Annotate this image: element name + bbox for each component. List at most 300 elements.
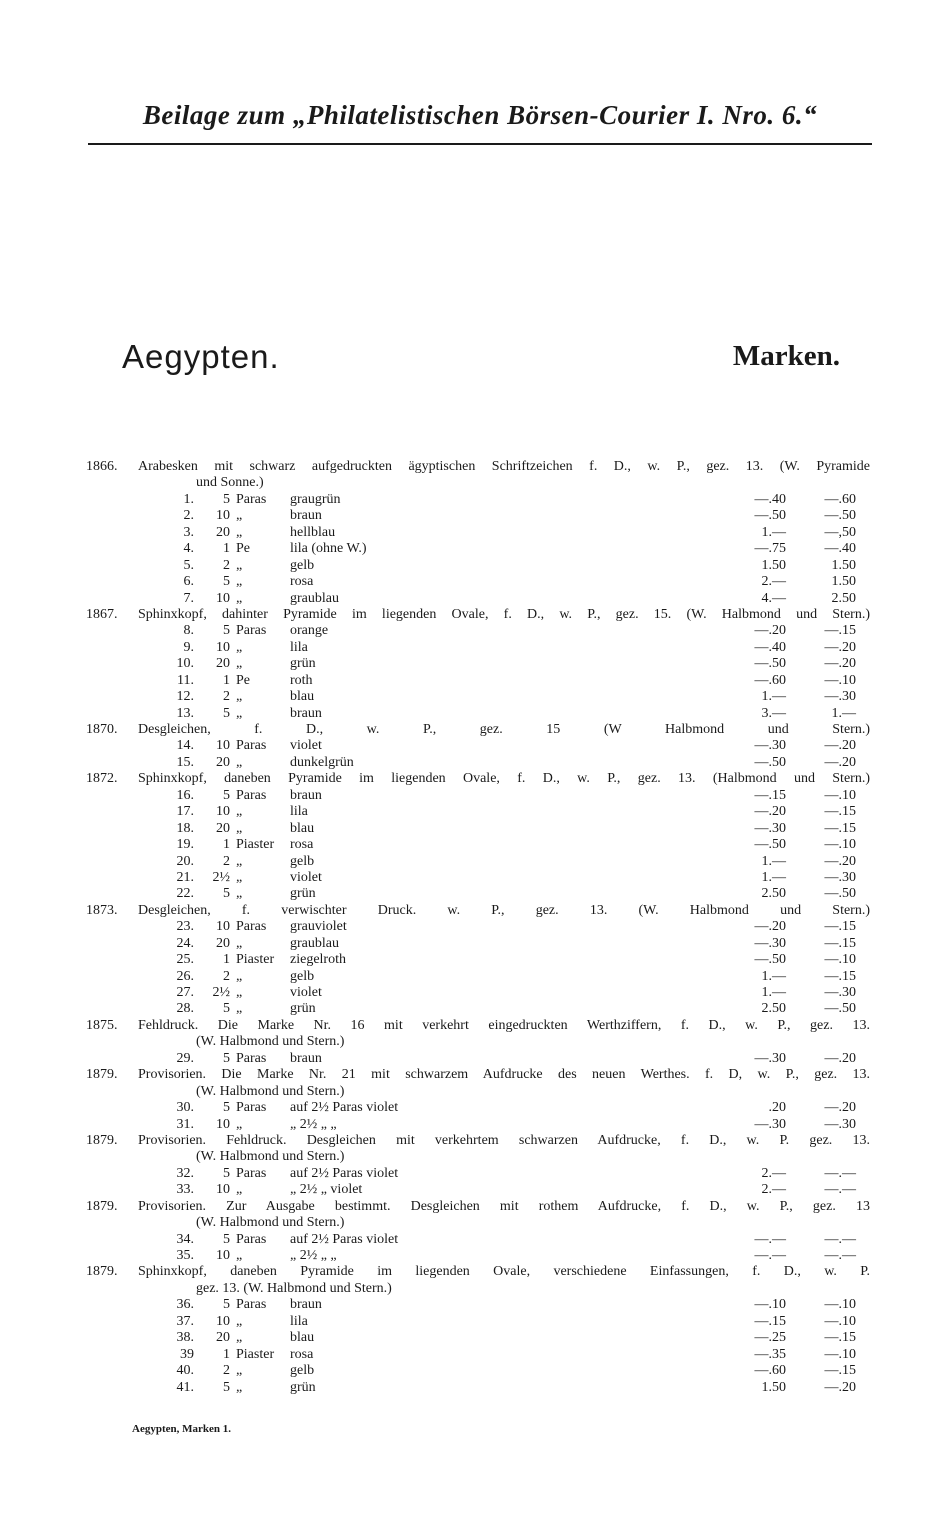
price-unused: —.15 xyxy=(754,787,786,803)
stamp-colour: lila xyxy=(290,804,308,820)
stamp-number: 15. xyxy=(176,754,194,770)
stamp-unit: „ xyxy=(236,557,243,573)
issue-description-continued xyxy=(0,475,950,491)
stamp-value: 1 xyxy=(223,1346,230,1362)
stamp-unit: Paras xyxy=(236,1050,267,1066)
price-used: —.10 xyxy=(824,952,856,968)
stamp-row xyxy=(0,1100,950,1116)
stamp-row xyxy=(0,738,950,754)
price-unused: —.60 xyxy=(754,1363,786,1379)
price-used: —.15 xyxy=(824,1330,856,1346)
issue-description: Sphinxkopf, dahinter Pyramide im liegenden Ovale, f. D., w. P., gez. 15. (W. Halbmond und Stern.) xyxy=(138,606,870,622)
price-unused: —.75 xyxy=(754,541,786,557)
stamp-value: 1 xyxy=(223,672,230,688)
stamp-unit: „ xyxy=(236,985,243,1000)
stamp-value: 10 xyxy=(216,1313,230,1329)
price-used: —.10 xyxy=(824,672,856,688)
stamp-row xyxy=(0,788,950,804)
stamp-value: 20 xyxy=(216,754,230,770)
stamp-colour: violet xyxy=(290,869,322,885)
price-used: —.15 xyxy=(824,935,856,951)
stamp-unit: „ xyxy=(236,886,243,902)
price-used: —.10 xyxy=(824,1297,856,1313)
stamp-number: 13. xyxy=(176,705,194,721)
price-used: —.20 xyxy=(824,656,856,672)
price-unused: —.30 xyxy=(754,738,786,754)
stamp-number: 36. xyxy=(176,1297,194,1313)
price-used: —.10 xyxy=(824,1313,856,1329)
stamp-row xyxy=(0,936,950,952)
stamp-number: 35. xyxy=(176,1248,194,1263)
stamp-value: 2½ xyxy=(212,869,230,885)
stamp-colour: lila (ohne W.) xyxy=(290,541,367,557)
issue-header xyxy=(0,1067,950,1083)
price-unused: —.15 xyxy=(754,1313,786,1329)
stamp-number: 38. xyxy=(176,1330,194,1346)
price-used: 1.50 xyxy=(831,557,856,573)
issue-description: Sphinxkopf, daneben Pyramide im liegenden Ovale, f. D., w. P., gez. 13. (Halbmond und Stern.) xyxy=(138,771,870,787)
issue-description-continuation: (W. Halbmond und Stern.) xyxy=(196,1083,345,1099)
stamp-number: 12. xyxy=(176,689,194,705)
stamp-value: 5 xyxy=(223,623,230,639)
stamp-unit: „ xyxy=(236,754,243,770)
stamp-row xyxy=(0,1117,950,1133)
stamp-colour: rosa xyxy=(290,1346,314,1362)
stamp-colour: grauviolet xyxy=(290,919,347,935)
stamp-row xyxy=(0,525,950,541)
stamp-unit: „ xyxy=(236,639,243,655)
price-unused: —.40 xyxy=(754,491,786,507)
stamp-row xyxy=(0,541,950,557)
stamp-number: 6. xyxy=(183,574,194,590)
masthead-rule xyxy=(88,143,872,145)
stamp-number: 27. xyxy=(176,985,194,1000)
stamp-number: 3. xyxy=(183,524,194,540)
price-unused: —.60 xyxy=(754,672,786,688)
stamp-row xyxy=(0,755,950,771)
stamp-value: 20 xyxy=(216,524,230,540)
price-used: 2.50 xyxy=(831,590,856,606)
price-unused: —.30 xyxy=(754,820,786,836)
price-used: —.60 xyxy=(824,491,856,507)
price-used: —.— xyxy=(824,1231,856,1247)
price-unused: —.50 xyxy=(754,508,786,524)
stamp-colour: violet xyxy=(290,738,322,754)
price-unused: 2.— xyxy=(761,1182,786,1198)
stamp-value: 20 xyxy=(216,935,230,951)
issue-description: Fehldruck. Die Marke Nr. 16 mit verkehrt eingedruckten Werthziffern, f. D., w. P., gez. 13. xyxy=(138,1017,870,1033)
issue-description: Arabesken mit schwarz aufgedruckten ägyptischen Schriftzeichen f. D., w. P., gez. 13. (W. Pyramide xyxy=(138,459,870,474)
price-unused: —.20 xyxy=(754,623,786,639)
stamp-unit: „ xyxy=(236,705,243,721)
issue-year: 1879. xyxy=(86,1264,118,1280)
stamp-row xyxy=(0,886,950,902)
price-unused: —.50 xyxy=(754,754,786,770)
stamp-row xyxy=(0,1347,950,1363)
issue-header xyxy=(0,459,950,475)
stamp-value: 10 xyxy=(216,1182,230,1198)
stamp-colour: hellblau xyxy=(290,524,336,540)
stamp-unit: „ xyxy=(236,656,243,672)
stamp-unit: „ xyxy=(236,590,243,606)
stamp-colour: braun xyxy=(290,787,322,803)
stamp-value: 5 xyxy=(223,1165,230,1181)
stamp-unit: „ xyxy=(236,869,243,885)
stamp-row xyxy=(0,1166,950,1182)
stamp-row xyxy=(0,1051,950,1067)
stamp-colour: grün xyxy=(290,656,316,672)
stamp-unit: „ xyxy=(236,689,243,705)
stamp-colour: braun xyxy=(290,1297,322,1313)
stamp-value: 10 xyxy=(216,804,230,820)
price-unused: .20 xyxy=(768,1100,786,1116)
issue-description: Desgleichen, f. verwischter Druck. w. P., gez. 13. (W. Halbmond und Stern.) xyxy=(138,902,870,918)
price-used: —.30 xyxy=(824,689,856,705)
issue-header xyxy=(0,1133,950,1149)
issue-description-continuation: und Sonne.) xyxy=(196,475,264,491)
price-used: —.15 xyxy=(824,820,856,836)
price-unused: 1.— xyxy=(761,689,786,705)
price-used: —.30 xyxy=(824,869,856,885)
stamp-unit: Paras xyxy=(236,491,267,507)
price-unused: 4.— xyxy=(761,590,786,606)
stamp-unit: „ xyxy=(236,574,243,590)
price-unused: —.50 xyxy=(754,952,786,968)
stamp-colour: gelb xyxy=(290,968,315,984)
stamp-row xyxy=(0,1248,950,1264)
issue-description-continuation: (W. Halbmond und Stern.) xyxy=(196,1215,345,1231)
issue-description-continued xyxy=(0,1034,950,1050)
price-used: —.20 xyxy=(824,738,856,754)
stamp-colour: grün xyxy=(290,1379,316,1395)
stamp-number: 25. xyxy=(176,952,194,968)
price-unused: 1.50 xyxy=(761,557,786,573)
stamp-number: 30. xyxy=(176,1100,194,1116)
price-used: —.20 xyxy=(824,1100,856,1116)
stamp-colour: blau xyxy=(290,1330,315,1346)
price-used: —.50 xyxy=(824,1001,856,1017)
stamp-row xyxy=(0,640,950,656)
stamp-colour: lila xyxy=(290,639,308,655)
stamp-value: 10 xyxy=(216,590,230,606)
price-used: —.20 xyxy=(824,1050,856,1066)
stamp-value: 5 xyxy=(223,1100,230,1116)
stamp-colour: ziegelroth xyxy=(290,952,346,968)
stamp-colour: gelb xyxy=(290,557,315,573)
stamp-unit: „ xyxy=(236,1363,243,1379)
stamp-row xyxy=(0,689,950,705)
stamp-unit: „ xyxy=(236,968,243,984)
price-used: —,50 xyxy=(824,524,856,540)
stamp-value: 10 xyxy=(216,919,230,935)
issue-description-continuation: (W. Halbmond und Stern.) xyxy=(196,1034,345,1050)
stamp-value: 20 xyxy=(216,656,230,672)
stamp-unit: „ xyxy=(236,1248,243,1263)
stamp-row xyxy=(0,821,950,837)
price-unused: 2.— xyxy=(761,574,786,590)
stamp-value: 5 xyxy=(223,574,230,590)
stamp-colour: „ 2½ „ „ xyxy=(290,1248,337,1263)
stamp-number: 1. xyxy=(183,491,194,507)
price-used: —.— xyxy=(824,1165,856,1181)
stamp-colour: roth xyxy=(290,672,313,688)
stamp-unit: „ xyxy=(236,820,243,836)
stamp-colour: gelb xyxy=(290,853,315,869)
stamp-value: 2 xyxy=(223,557,230,573)
stamp-colour: rosa xyxy=(290,574,314,590)
price-used: —.50 xyxy=(824,508,856,524)
stamp-number: 32. xyxy=(176,1165,194,1181)
price-unused: —.— xyxy=(754,1248,786,1263)
issue-year: 1867. xyxy=(86,606,118,622)
price-used: —.15 xyxy=(824,804,856,820)
stamp-row xyxy=(0,1182,950,1198)
masthead-title: Beilage zum „Philatelistischen Börsen-Courier I. Nro. 6.“ xyxy=(142,100,818,130)
stamp-value: 1 xyxy=(223,952,230,968)
price-unused: 2.50 xyxy=(761,1001,786,1017)
stamp-value: 5 xyxy=(223,491,230,507)
stamp-colour: „ 2½ „ violet xyxy=(290,1182,363,1198)
stamp-value: 5 xyxy=(223,1001,230,1017)
stamp-value: 5 xyxy=(223,1231,230,1247)
price-used: —.50 xyxy=(824,886,856,902)
stamp-row xyxy=(0,1330,950,1346)
stamp-number: 26. xyxy=(176,968,194,984)
stamp-unit: „ xyxy=(236,1182,243,1198)
price-used: —.— xyxy=(824,1182,856,1198)
price-used: —.15 xyxy=(824,919,856,935)
price-unused: 1.50 xyxy=(761,1379,786,1395)
stamp-value: 2 xyxy=(223,689,230,705)
stamp-unit: „ xyxy=(236,508,243,524)
stamp-number: 9. xyxy=(183,639,194,655)
issue-year: 1873. xyxy=(86,902,118,918)
issue-header xyxy=(0,903,950,919)
price-used: —.10 xyxy=(824,787,856,803)
stamp-number: 28. xyxy=(176,1001,194,1017)
price-unused: —.20 xyxy=(754,919,786,935)
stamp-unit: Paras xyxy=(236,1165,267,1181)
stamp-row xyxy=(0,558,950,574)
stamp-colour: grün xyxy=(290,886,316,902)
price-used: —.15 xyxy=(824,968,856,984)
stamp-row xyxy=(0,492,950,508)
stamp-colour: auf 2½ Paras violet xyxy=(290,1100,399,1116)
price-used: —.10 xyxy=(824,1346,856,1362)
price-unused: 1.— xyxy=(761,853,786,869)
price-used: 1.— xyxy=(831,705,856,721)
stamp-colour: blau xyxy=(290,820,315,836)
price-used: 1.50 xyxy=(831,574,856,590)
price-unused: —.— xyxy=(754,1231,786,1247)
stamp-colour: orange xyxy=(290,623,329,639)
stamp-number: 10. xyxy=(176,656,194,672)
issue-header xyxy=(0,1264,950,1280)
stamp-value: 2 xyxy=(223,1363,230,1379)
country-heading: Aegypten. xyxy=(122,338,280,375)
price-used: —.30 xyxy=(824,985,856,1000)
stamp-unit: „ xyxy=(236,935,243,951)
price-unused: —.20 xyxy=(754,804,786,820)
section-heading: Marken. xyxy=(732,340,840,372)
price-unused: —.10 xyxy=(754,1297,786,1313)
stamp-value: 10 xyxy=(216,1248,230,1263)
price-unused: —.40 xyxy=(754,639,786,655)
stamp-colour: braun xyxy=(290,508,322,524)
stamp-row xyxy=(0,1380,950,1396)
stamp-row xyxy=(0,623,950,639)
issue-year: 1879. xyxy=(86,1132,118,1148)
stamp-number: 19. xyxy=(176,837,194,853)
stamp-value: 10 xyxy=(216,508,230,524)
stamp-number: 21. xyxy=(176,869,194,885)
price-used: —.20 xyxy=(824,754,856,770)
stamp-unit: Paras xyxy=(236,1100,267,1116)
price-unused: 3.— xyxy=(761,705,786,721)
stamp-colour: auf 2½ Paras violet xyxy=(290,1231,399,1247)
stamp-colour: auf 2½ Paras violet xyxy=(290,1165,399,1181)
stamp-value: 5 xyxy=(223,1379,230,1395)
stamp-unit: Piaster xyxy=(236,952,275,968)
stamp-value: 20 xyxy=(216,1330,230,1346)
stamp-number: 18. xyxy=(176,820,194,836)
price-used: —.15 xyxy=(824,1363,856,1379)
stamp-number: 20. xyxy=(176,853,194,869)
stamp-row xyxy=(0,870,950,886)
stamp-colour: „ 2½ „ „ xyxy=(290,1116,337,1132)
price-unused: 1.— xyxy=(761,968,786,984)
stamp-value: 20 xyxy=(216,820,230,836)
price-unused: 2.50 xyxy=(761,886,786,902)
stamp-value: 10 xyxy=(216,738,230,754)
stamp-row xyxy=(0,1232,950,1248)
stamp-row xyxy=(0,1001,950,1017)
stamp-row xyxy=(0,919,950,935)
stamp-colour: rosa xyxy=(290,837,314,853)
price-used: —.30 xyxy=(824,1116,856,1132)
stamp-number: 23. xyxy=(176,919,194,935)
stamp-number: 11. xyxy=(177,672,194,688)
issue-header xyxy=(0,1018,950,1034)
stamp-row xyxy=(0,574,950,590)
stamp-row xyxy=(0,1297,950,1313)
stamp-colour: violet xyxy=(290,985,322,1000)
price-used: —.20 xyxy=(824,1379,856,1395)
price-unused: 1.— xyxy=(761,985,786,1000)
stamp-value: 10 xyxy=(216,639,230,655)
stamp-number: 5. xyxy=(183,557,194,573)
stamp-row xyxy=(0,508,950,524)
price-unused: —.30 xyxy=(754,935,786,951)
stamp-number: 24. xyxy=(176,935,194,951)
stamp-colour: grün xyxy=(290,1001,316,1017)
stamp-value: 5 xyxy=(223,705,230,721)
issue-description-continuation: (W. Halbmond und Stern.) xyxy=(196,1149,345,1165)
stamp-number: 16. xyxy=(176,787,194,803)
price-used: —.20 xyxy=(824,639,856,655)
issue-header xyxy=(0,722,950,738)
stamp-number: 31. xyxy=(176,1116,194,1132)
issue-description-continuation: gez. 13. (W. Halbmond und Stern.) xyxy=(196,1280,392,1296)
stamp-unit: „ xyxy=(236,1001,243,1017)
stamp-colour: graugrün xyxy=(290,491,341,507)
price-unused: —.50 xyxy=(754,656,786,672)
issue-header xyxy=(0,607,950,623)
stamp-unit: Paras xyxy=(236,1231,267,1247)
stamp-unit: „ xyxy=(236,804,243,820)
stamp-row xyxy=(0,673,950,689)
stamp-colour: braun xyxy=(290,705,322,721)
stamp-colour: graublau xyxy=(290,935,339,951)
issue-description-continued xyxy=(0,1281,950,1297)
issue-description: Desgleichen, f. D., w. P., gez. 15 (W Halbmond und Stern.) xyxy=(138,722,870,737)
stamp-unit: „ xyxy=(236,1313,243,1329)
stamp-number: 34. xyxy=(176,1231,194,1247)
price-used: —.15 xyxy=(824,623,856,639)
stamp-row xyxy=(0,706,950,722)
stamp-row xyxy=(0,837,950,853)
issue-description: Provisorien. Zur Ausgabe bestimmt. Desgleichen mit rothem Aufdrucke, f. D., w. P., gez. 13 xyxy=(138,1198,870,1214)
stamp-row xyxy=(0,591,950,607)
stamp-row xyxy=(0,804,950,820)
stamp-unit: „ xyxy=(236,853,243,869)
stamp-row xyxy=(0,985,950,1001)
stamp-unit: „ xyxy=(236,1116,243,1132)
stamp-value: 5 xyxy=(223,787,230,803)
issue-year: 1879. xyxy=(86,1067,118,1083)
stamp-row xyxy=(0,969,950,985)
price-used: —.20 xyxy=(824,853,856,869)
price-unused: 1.— xyxy=(761,524,786,540)
issue-description: Sphinxkopf, daneben Pyramide im liegenden Ovale, verschiedene Einfassungen, f. D., w. P. xyxy=(138,1264,870,1280)
stamp-number: 40. xyxy=(176,1363,194,1379)
stamp-number: 37. xyxy=(176,1313,194,1329)
stamp-number: 8. xyxy=(183,623,194,639)
stamp-unit: Paras xyxy=(236,919,267,935)
stamp-catalogue xyxy=(0,459,950,1396)
stamp-number: 22. xyxy=(176,886,194,902)
issue-description-continued xyxy=(0,1084,950,1100)
stamp-row xyxy=(0,1363,950,1379)
stamp-value: 5 xyxy=(223,1050,230,1066)
stamp-unit: Paras xyxy=(236,787,267,803)
stamp-value: 10 xyxy=(216,1116,230,1132)
issue-description: Provisorien. Fehldruck. Desgleichen mit verkehrtem schwarzen Aufdrucke, f. D., w. P. gez. 13. xyxy=(138,1132,870,1148)
issue-year: 1875. xyxy=(86,1017,118,1033)
stamp-value: 1 xyxy=(223,541,230,557)
issue-header xyxy=(0,771,950,787)
stamp-number: 2. xyxy=(183,508,194,524)
price-unused: —.50 xyxy=(754,837,786,853)
price-used: —.10 xyxy=(824,837,856,853)
stamp-unit: Pe xyxy=(236,672,250,688)
price-used: —.— xyxy=(824,1248,856,1263)
issue-header xyxy=(0,1199,950,1215)
stamp-unit: „ xyxy=(236,1379,243,1395)
issue-description-continued xyxy=(0,1215,950,1231)
stamp-row xyxy=(0,854,950,870)
stamp-number: 29. xyxy=(176,1050,194,1066)
stamp-unit: „ xyxy=(236,524,243,540)
stamp-row xyxy=(0,656,950,672)
price-used: —.40 xyxy=(824,541,856,557)
stamp-value: 5 xyxy=(223,886,230,902)
stamp-value: 2½ xyxy=(212,985,230,1000)
price-unused: —.30 xyxy=(754,1050,786,1066)
price-unused: —.35 xyxy=(754,1346,786,1362)
stamp-number: 41. xyxy=(176,1379,194,1395)
issue-year: 1866. xyxy=(86,459,118,474)
